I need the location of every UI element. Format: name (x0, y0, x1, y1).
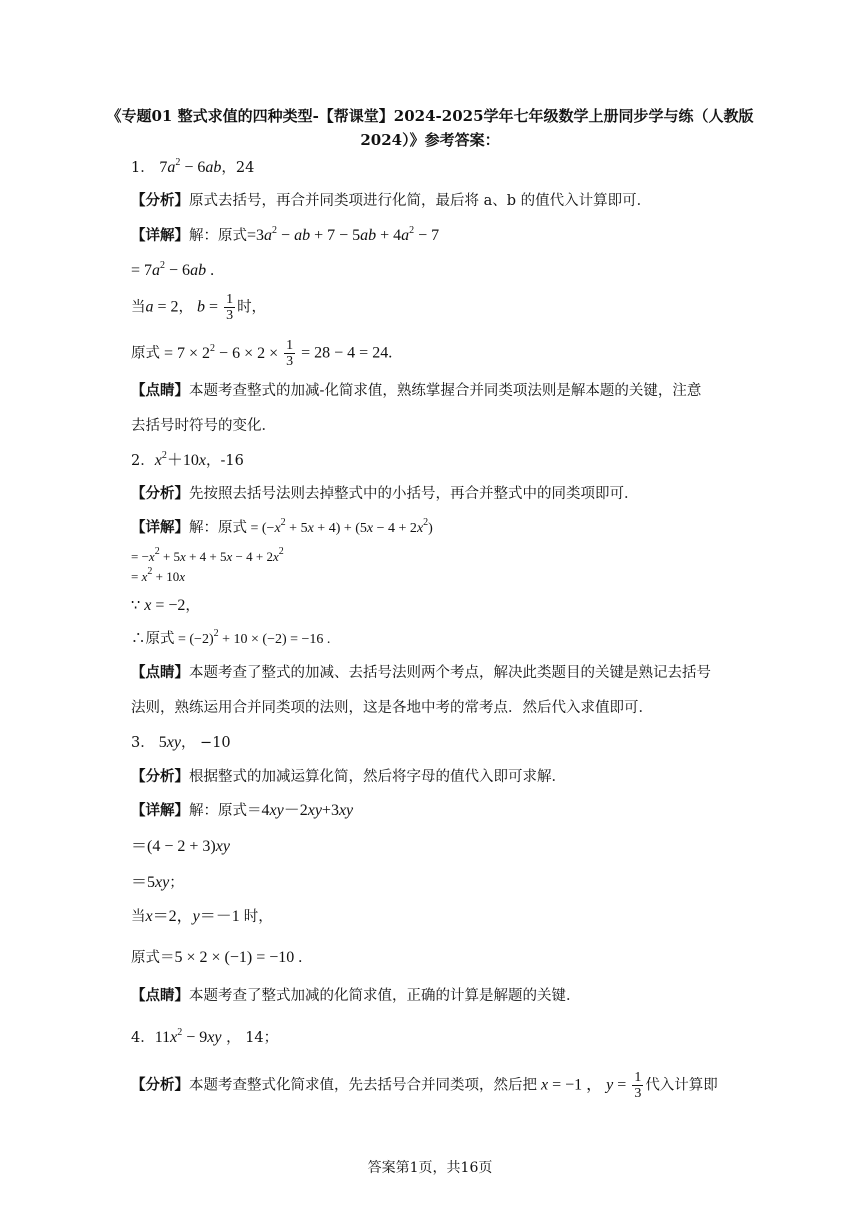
q3-analysis-tag: 【分析】 (131, 768, 189, 785)
q1-comment-line-2: 去括号时符号的变化． (131, 418, 276, 434)
q3-when-lead: 当 (131, 909, 146, 925)
q1-analysis-tag: 【分析】 (131, 192, 189, 209)
q4-answer-expression: $11x^2 - 9xy$ (154, 1027, 222, 1046)
q2-expression-1: = $(-x^2 + 5x + 4) + (5x - 4 + 2x^2)$ (247, 517, 433, 536)
q1-result-expression: = $7 \times 2^2 - 6 \times 2$ × (160, 342, 283, 362)
q2-answer-expression: $x^2+10x$ (154, 450, 206, 469)
page-title: 《专题01 整式求值的四种类型-【帮课堂】2024-2025学年七年级数学上册同步学与练（人教版2024）》参考答案： (106, 107, 754, 149)
q4-number: 4． (131, 1030, 155, 1046)
q1-result-line: 原式 = $7 \times 2^2 - 6 \times 2$ × $\frac{1}{3}$ = 28 − 4 = 24. (131, 338, 393, 369)
q3-when-line: 当x＝2，y＝－1 时， (131, 908, 273, 925)
q1-result-lead: 原式 (131, 345, 160, 362)
q3-number: 3． (131, 735, 155, 751)
because-symbol: ∵ (131, 598, 141, 614)
q1-expression-2: = $7a^2 - 6ab$ . (131, 260, 215, 279)
fraction-one-third: $\frac{1}{3}$ (286, 338, 294, 369)
q3-answer-expression: 5xy (154, 734, 181, 751)
q1-detail-line (131, 225, 439, 247)
q2-analysis-tag: 【分析】 (131, 485, 189, 502)
q4-answer-line (131, 1027, 278, 1049)
q3-analysis-text: 根据整式的加减运算化简，然后将字母的值代入即可求解． (189, 769, 566, 785)
q1-number: 1． (131, 160, 155, 176)
q1-when-line: 当a = 2， b = $\frac{1}{3}$ 时， (131, 292, 267, 323)
q1-analysis-line (131, 190, 651, 212)
q3-result-lead: 原式＝ (131, 950, 175, 966)
q3-result-expression: 5 × 2 × (−1) = −10 . (174, 949, 303, 966)
therefore-symbol: ∴ (131, 631, 146, 647)
q2-expression-3: = $x^2 + 10x$ (131, 566, 185, 584)
q2-number: 2． (131, 453, 155, 469)
q4-answer-value: ， 14； (221, 1030, 279, 1046)
q2-detail-lead: 解：原式 (189, 520, 247, 536)
q1-detail-lead: 解：原式 (189, 228, 247, 244)
q2-comment-line-2: 法则，熟练运用合并同类项的法则，这是各地中考的常考点．然后代入求值即可． (131, 700, 653, 716)
q2-comment-line-1: 【点睛】本题考查了整式的加减、去括号法则两个考点，解决此类题目的关键是熟记去括号 (131, 664, 711, 681)
q1-step-2 (131, 260, 214, 282)
q3-detail-tag: 【详解】 (131, 802, 189, 819)
q1-answer-line (131, 157, 254, 179)
q3-result-line (131, 947, 302, 969)
q2-detail-line (131, 517, 433, 540)
q4-analysis-line: 【分析】本题考查整式化简求值，先去括号合并同类项，然后把 x = −1 ， y = $\frac{1}{3}$ 代入计算即 (131, 1070, 718, 1101)
q2-because-line: ∵ x = −2， (131, 597, 200, 614)
q2-therefore-line: ∴原式 = $(-2)^2 + 10 \times (-2) = -16$ . (131, 628, 331, 647)
q3-detail-line (131, 800, 353, 822)
q2-expression-2: = $-x^2 + 5x + 4 + 5x - 4 + 2x^2$ (131, 546, 284, 564)
q3-step-2 (131, 836, 230, 858)
page-footer: 答案第1页，共16页 (367, 1160, 493, 1176)
q3-step-3: ＝5xy； (131, 874, 184, 891)
q2-answer-value: ，-16 (205, 453, 244, 469)
q3-expression-2: ＝(4 − 2 + 3)xy (131, 838, 230, 855)
q2-answer-line (131, 450, 244, 472)
q1-expression-1: $=3a^2$ − ab + $7 - 5ab + 4a^2 - 7$ (247, 225, 440, 244)
q2-analysis-text: 先按照去括号法则去掉整式中的小括号，再合并整式中的同类项即可． (189, 486, 639, 502)
q4-analysis-tag: 【分析】 (131, 1076, 189, 1094)
fraction-one-third: $\frac{1}{3}$ (226, 292, 234, 323)
fraction-one-third: $\frac{1}{3}$ (634, 1070, 642, 1101)
q3-expression-3: ＝5xy (131, 874, 170, 891)
q3-answer-value: ， −10 (180, 735, 231, 751)
q3-comment-tag: 【点睛】 (131, 987, 189, 1004)
q1-detail-tag: 【详解】 (131, 227, 189, 244)
q1-analysis-text: 原式去括号，再合并同类项进行化简，最后将 a、b 的值代入计算即可． (189, 193, 652, 209)
q1-answer-expression: $7a^2 - 6ab$ (159, 157, 222, 176)
q2-comment-tag: 【点睛】 (131, 664, 189, 681)
q1-answer-value: ，24 (221, 160, 255, 176)
q2-result-expression: = $(-2)^2 + 10 \times (-2) = -16$ . (174, 628, 331, 647)
q2-analysis-line (131, 483, 639, 505)
q1-comment-line-1: 【点睛】本题考查整式的加减-化简求值，熟练掌握合并同类项法则是解本题的关键，注意 (131, 382, 702, 399)
q3-analysis-line (131, 766, 566, 788)
q3-expression-1: 4xy－2xy+3xy (261, 802, 354, 819)
q3-detail-lead: 解：原式＝ (189, 803, 262, 819)
q1-comment-tag: 【点睛】 (131, 382, 189, 399)
q3-answer-line (131, 732, 231, 754)
q3-comment-line-1: 【点睛】本题考查了整式加减的化简求值，正确的计算是解题的关键． (131, 987, 581, 1004)
q1-when-lead: 当 (131, 299, 146, 316)
q2-detail-tag: 【详解】 (131, 519, 189, 536)
